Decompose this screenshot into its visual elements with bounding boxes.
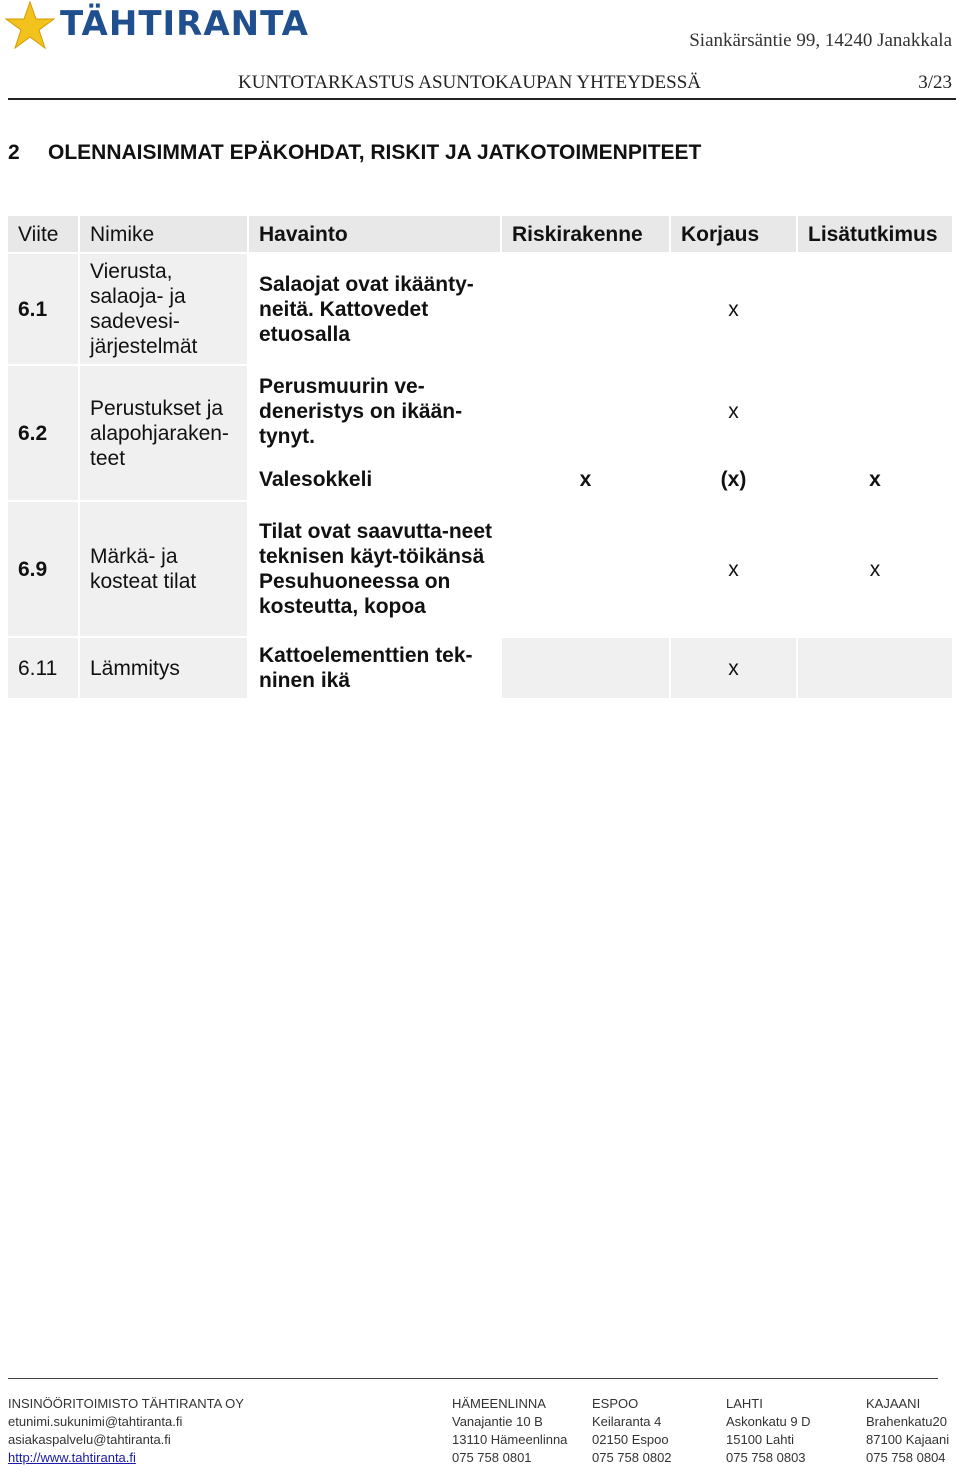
logo-star-icon	[4, 0, 56, 50]
office-city: KAJAANI	[866, 1396, 921, 1411]
row-nimike: Perustukset ja alapohjaraken-teet	[79, 365, 248, 501]
row-viite: 6.11	[7, 637, 79, 699]
section-heading	[8, 141, 701, 165]
row-riski	[501, 637, 670, 699]
footer-divider	[8, 1378, 938, 1379]
footer-company: INSINÖÖRITOIMISTO TÄHTIRANTA OY	[8, 1396, 244, 1411]
row-korjaus: x	[670, 253, 797, 365]
findings-table	[6, 214, 954, 700]
office-city: ESPOO	[592, 1396, 639, 1411]
header-divider	[8, 98, 956, 100]
office-street: Vanajantie 10 B	[452, 1414, 543, 1429]
table-header-row	[7, 215, 953, 253]
row-korjaus: x	[670, 365, 797, 457]
row-viite: 6.2	[7, 365, 79, 501]
row-havainto: Tilat ovat saavutta-neet teknisen käyt-töikänsä Pesuhuoneessa on kosteutta, kopoa	[248, 501, 501, 637]
footer-website-link[interactable]: http://www.tahtiranta.fi	[8, 1450, 136, 1465]
row-riski	[501, 365, 670, 457]
header-riskirakenne: Riskirakenne	[501, 215, 670, 253]
row-lisatutkimus	[797, 637, 953, 699]
table-row	[7, 637, 953, 699]
header-korjaus: Korjaus	[670, 215, 797, 253]
office-city: LAHTI	[726, 1396, 763, 1411]
subrow-havainto: Valesokkeli	[248, 457, 501, 501]
row-lisatutkimus: x	[797, 501, 953, 637]
header-nimike: Nimike	[79, 215, 248, 253]
document-title: KUNTOTARKASTUS ASUNTOKAUPAN YHTEYDESSÄ	[238, 72, 701, 93]
footer-email: etunimi.sukunimi@tahtiranta.fi	[8, 1414, 183, 1429]
row-nimike: Lämmitys	[79, 637, 248, 699]
office-phone: 075 758 0802	[592, 1450, 672, 1465]
row-havainto: Salaojat ovat ikäänty-neitä. Kattovedet etuosalla	[248, 253, 501, 365]
footer-service-email: asiakaspalvelu@tahtiranta.fi	[8, 1432, 171, 1447]
row-nimike: Märkä- ja kosteat tilat	[79, 501, 248, 637]
row-havainto: Kattoelementtien tek-ninen ikä	[248, 637, 501, 699]
section-number: 2	[8, 141, 20, 164]
row-korjaus: x	[670, 501, 797, 637]
company-address: Siankärsäntie 99, 14240 Janakkala	[689, 30, 952, 51]
row-riski	[501, 253, 670, 365]
header-havainto: Havainto	[248, 215, 501, 253]
row-lisatutkimus	[797, 253, 953, 365]
subrow-lisatutkimus: x	[797, 457, 953, 501]
office-street: Askonkatu 9 D	[726, 1414, 811, 1429]
office-postal: 13110 Hämeenlinna	[452, 1432, 568, 1447]
table-row	[7, 365, 953, 457]
office-street: Brahenkatu20	[866, 1414, 947, 1429]
subrow-korjaus: (x)	[670, 457, 797, 501]
row-korjaus: x	[670, 637, 797, 699]
office-postal: 87100 Kajaani	[866, 1432, 950, 1447]
office-postal: 15100 Lahti	[726, 1432, 794, 1447]
row-lisatutkimus	[797, 365, 953, 457]
office-postal: 02150 Espoo	[592, 1432, 669, 1447]
table-row	[7, 501, 953, 637]
row-nimike: Vierusta, salaoja- ja sadevesi-järjestelmät	[79, 253, 248, 365]
logo-wordmark: TÄHTIRANTA	[60, 4, 309, 44]
subrow-riski: x	[501, 457, 670, 501]
office-phone: 075 758 0801	[452, 1450, 532, 1465]
table-row	[7, 253, 953, 365]
section-title: OLENNAISIMMAT EPÄKOHDAT, RISKIT JA JATKOTOIMENPITEET	[48, 141, 702, 164]
office-phone: 075 758 0804	[866, 1450, 946, 1465]
row-viite: 6.9	[7, 501, 79, 637]
page-number: 3/23	[918, 72, 952, 93]
header-lisatutkimus: Lisätutkimus	[797, 215, 953, 253]
office-street: Keilaranta 4	[592, 1414, 662, 1429]
row-riski	[501, 501, 670, 637]
row-viite: 6.1	[7, 253, 79, 365]
header-viite: Viite	[7, 215, 79, 253]
office-city: HÄMEENLINNA	[452, 1396, 546, 1411]
office-phone: 075 758 0803	[726, 1450, 806, 1465]
row-havainto: Perusmuurin ve-deneristys on ikään-tynyt.	[248, 365, 501, 457]
